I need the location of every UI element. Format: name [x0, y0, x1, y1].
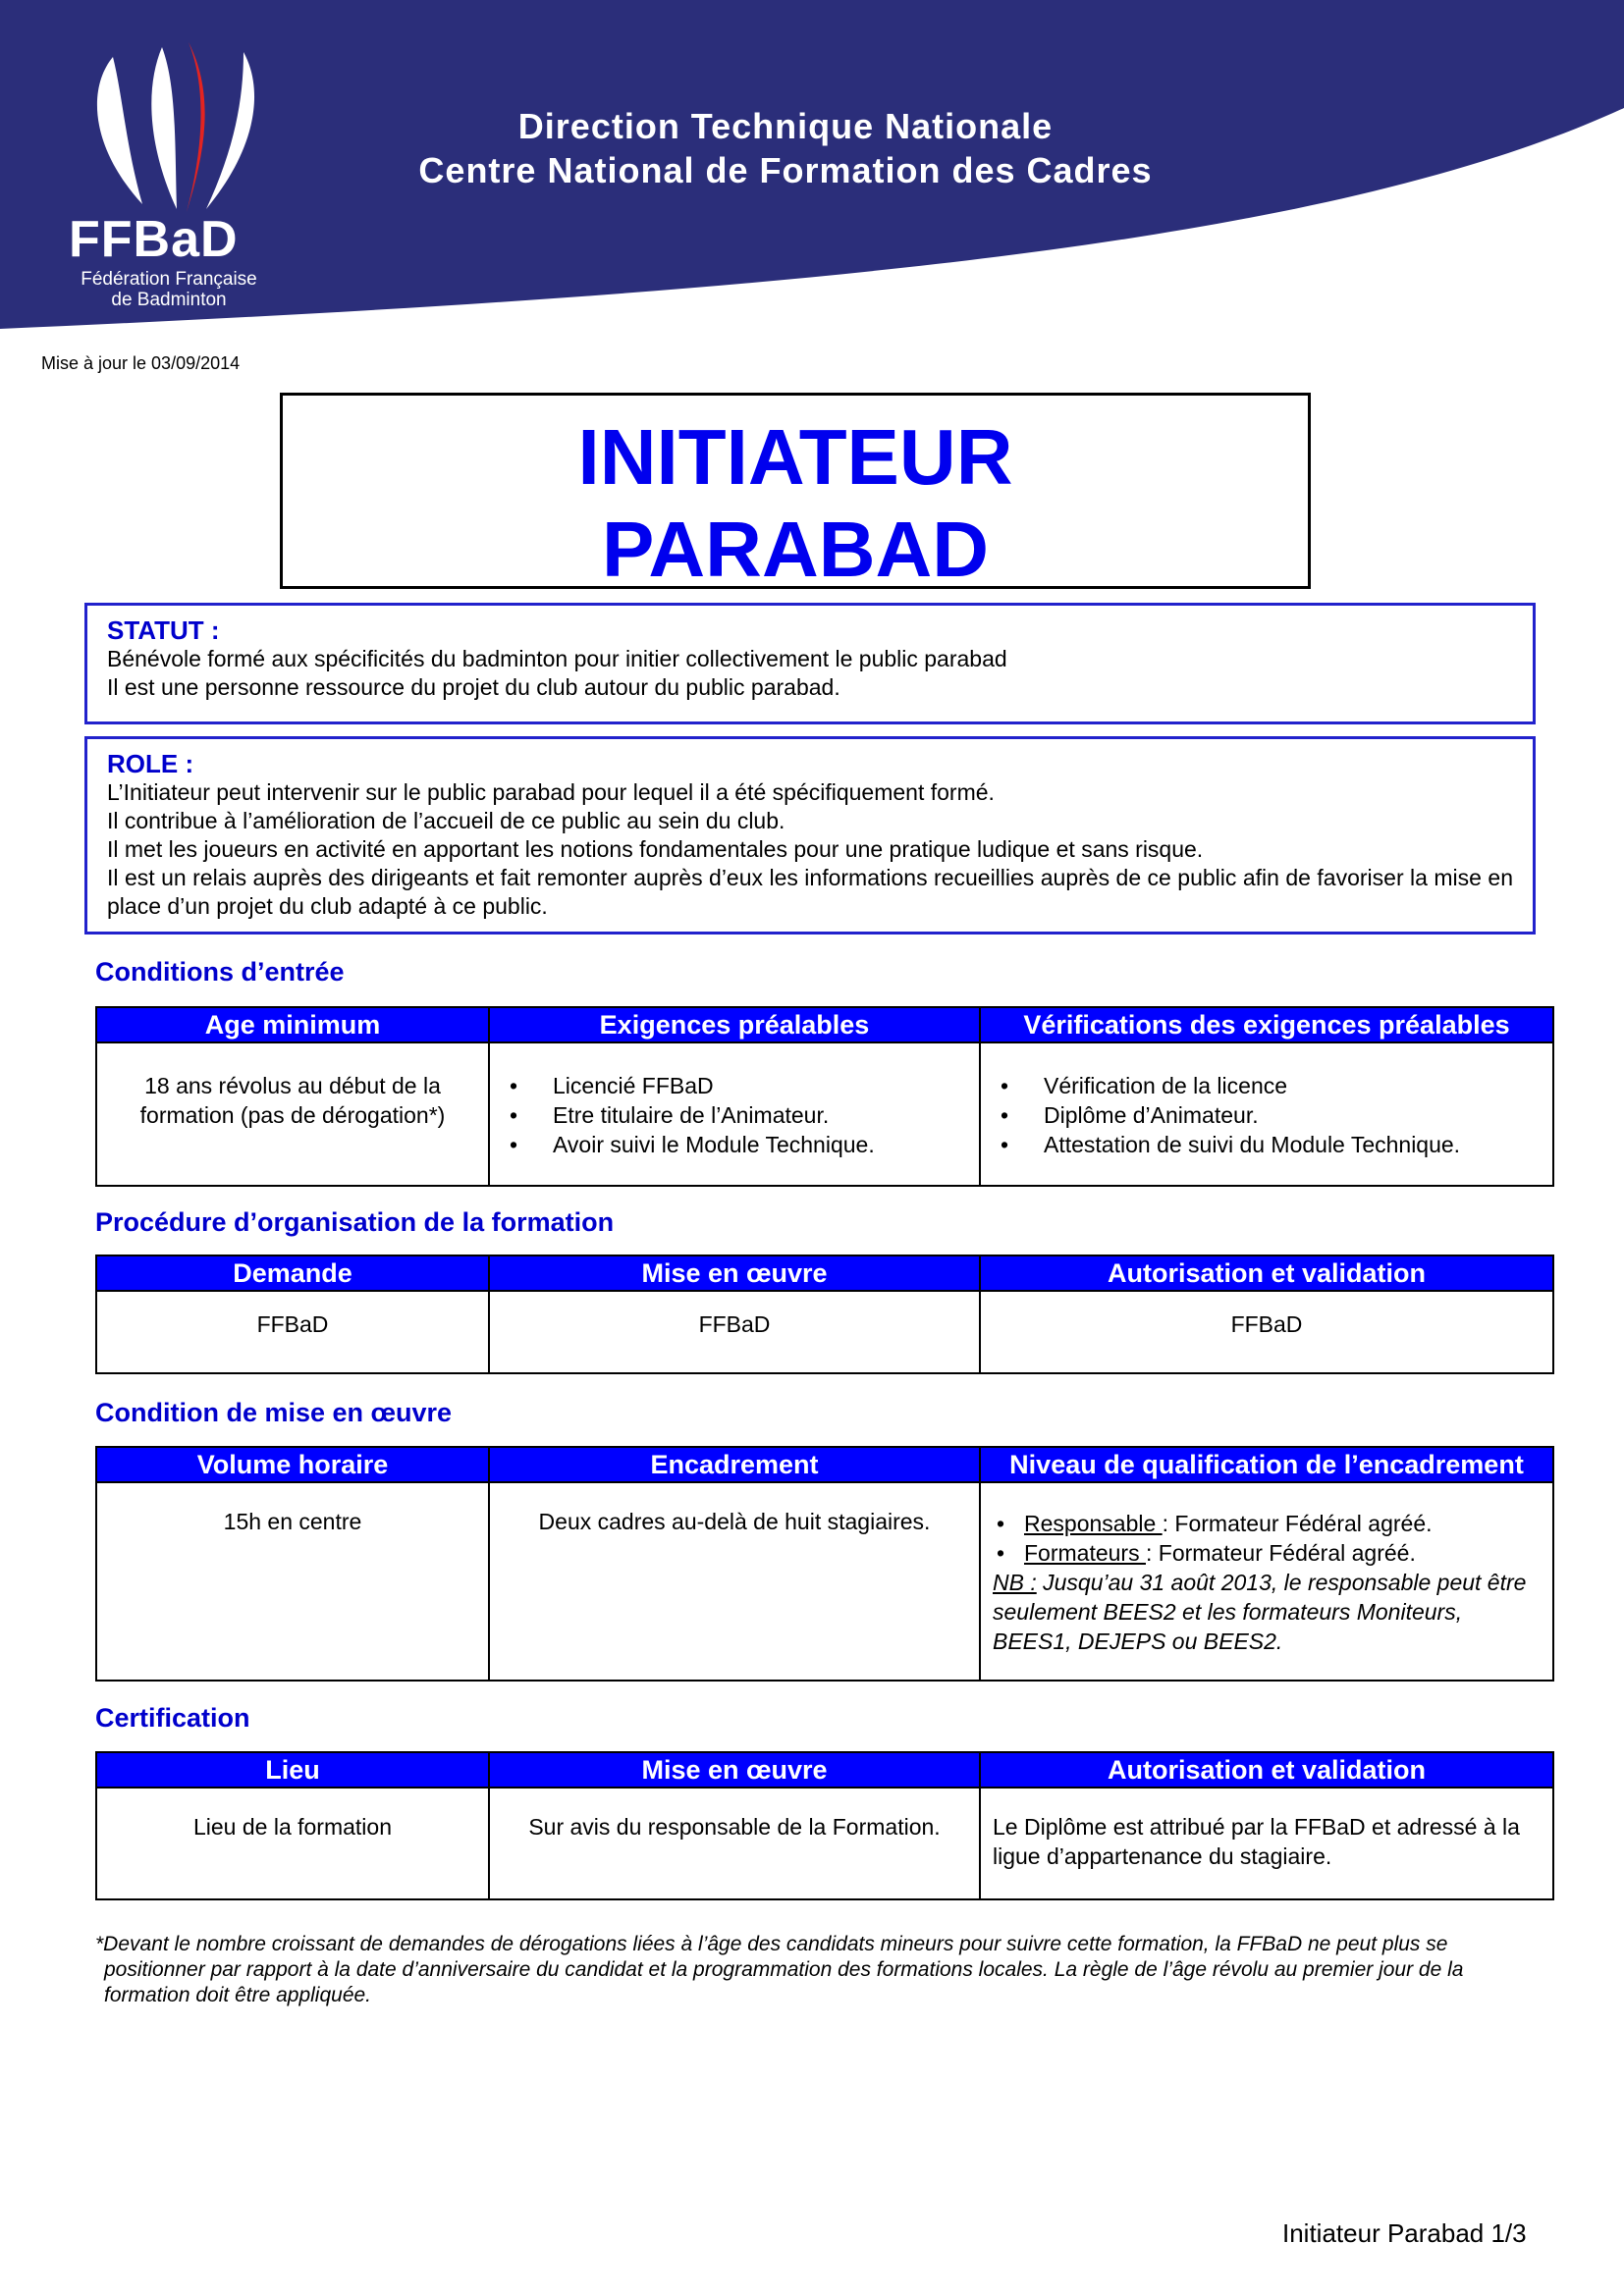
table-cell	[980, 1042, 1553, 1186]
page-header	[0, 0, 1624, 334]
role-description: : Formateur Fédéral agréé.	[1162, 1511, 1433, 1536]
certification-table	[95, 1751, 1554, 1900]
section-title-mise-en-oeuvre: Condition de mise en œuvre	[95, 1398, 453, 1427]
column-header: Mise en œuvre	[489, 1752, 980, 1788]
role-line: Il met les joueurs en activité en apportant les notions fondamentales pour une pratique ludique et sans risque.	[107, 836, 1204, 862]
nb-label: NB :	[993, 1570, 1037, 1595]
footnote-line: positionner par rapport à la date d’anniversaire du candidat et la programmation des formations locales. La règle de l’âge révolu au premier jour de la	[104, 1958, 1464, 1981]
footnote-line: *Devant le nombre croissant de demandes de dérogations liées à l’âge des candidats mineurs pour suivre cette formation, la FFBaD ne peut plus se	[95, 1933, 1448, 1955]
column-header: Exigences préalables	[489, 1007, 980, 1042]
column-header: Age minimum	[96, 1007, 489, 1042]
table-cell: FFBaD	[96, 1291, 489, 1373]
section-title-certification: Certification	[95, 1703, 250, 1733]
table-cell: Le Diplôme est attribué par la FFBaD et adressé à la ligue d’appartenance du stagiaire.	[980, 1788, 1553, 1899]
title-box	[280, 393, 1311, 593]
title-line-1: INITIATEUR	[577, 413, 1013, 501]
nb-text: Jusqu’au 31 août 2013, le responsable peut être seulement BEES2 et les formateurs Moniteurs, BEES1, DEJEPS ou BEES2.	[993, 1570, 1527, 1654]
table-cell	[96, 1042, 489, 1186]
role-line: Il contribue à l’amélioration de l’accueil de ce public au sein du club.	[107, 808, 785, 833]
role-line: Il est un relais auprès des dirigeants et fait remonter auprès d’eux les informations recueillies auprès de ce public afin de favoriser la mise en place d’un projet du club adapté à ce public.	[107, 865, 1513, 919]
table-cell: FFBaD	[489, 1291, 980, 1373]
table-cell	[980, 1482, 1553, 1681]
column-header: Encadrement	[489, 1447, 980, 1482]
column-header: Volume horaire	[96, 1447, 489, 1482]
list-item	[993, 1538, 1541, 1568]
role-line: L’Initiateur peut intervenir sur le public parabad pour lequel il a été spécifiquement formé.	[107, 779, 995, 805]
table-cell: 15h en centre	[96, 1482, 489, 1681]
column-header: Vérifications des exigences préalables	[980, 1007, 1553, 1042]
logo-name-line2: de Badminton	[111, 290, 227, 310]
list-item: • Diplôme d’Animateur.	[993, 1100, 1541, 1130]
procedure-table	[95, 1255, 1554, 1374]
page-number: Initiateur Parabad 1/3	[1282, 2218, 1527, 2248]
section-title-conditions: Conditions d’entrée	[95, 957, 345, 987]
table-cell: Lieu de la formation	[96, 1788, 489, 1899]
statut-heading: STATUT :	[107, 615, 220, 645]
qualification-list	[993, 1509, 1541, 1568]
mise-en-oeuvre-table	[95, 1446, 1554, 1682]
statut-line: Bénévole formé aux spécificités du badminton pour initier collectivement le public parabad	[107, 646, 1007, 671]
column-header: Demande	[96, 1255, 489, 1291]
title-line-2: PARABAD	[601, 506, 990, 593]
column-header: Autorisation et validation	[980, 1752, 1553, 1788]
logo-name-line1: Fédération Française	[81, 269, 257, 290]
list-item	[993, 1509, 1541, 1538]
list-item: • Etre titulaire de l’Animateur.	[502, 1100, 967, 1130]
column-header: Niveau de qualification de l’encadrement	[980, 1447, 1553, 1482]
table-cell: FFBaD	[980, 1291, 1553, 1373]
column-header: Mise en œuvre	[489, 1255, 980, 1291]
header-line-2: Centre National de Formation des Cadres	[418, 150, 1153, 190]
nb-note	[993, 1568, 1541, 1656]
logo-abbreviation: FFBaD	[69, 211, 239, 268]
update-date: Mise à jour le 03/09/2014	[41, 353, 241, 373]
column-header: Lieu	[96, 1752, 489, 1788]
list-item: • Avoir suivi le Module Technique.	[502, 1130, 967, 1159]
role-label: Formateurs	[1024, 1540, 1146, 1566]
footnote-line: formation doit être appliquée.	[104, 1984, 372, 2006]
statut-box	[84, 603, 1536, 724]
role-box	[84, 736, 1536, 934]
role-label: Responsable	[1024, 1511, 1163, 1536]
table-cell: Deux cadres au-delà de huit stagiaires.	[489, 1482, 980, 1681]
verifications-list	[993, 1071, 1541, 1159]
header-line-1: Direction Technique Nationale	[517, 106, 1054, 146]
column-header: Autorisation et validation	[980, 1255, 1553, 1291]
table-cell	[489, 1042, 980, 1186]
list-item: • Attestation de suivi du Module Technique.	[993, 1130, 1541, 1159]
footnote	[95, 1932, 1548, 2008]
age-minimum-text: 18 ans révolus au début de la formation (pas de dérogation*)	[139, 1073, 446, 1128]
section-title-procedure: Procédure d’organisation de la formation	[95, 1207, 615, 1237]
list-item: • Vérification de la licence	[993, 1071, 1541, 1100]
statut-line: Il est une personne ressource du projet du club autour du public parabad.	[107, 674, 840, 700]
role-heading: ROLE :	[107, 749, 194, 778]
table-cell: Sur avis du responsable de la Formation.	[489, 1788, 980, 1899]
role-description: : Formateur Fédéral agréé.	[1145, 1540, 1416, 1566]
list-item: • Licencié FFBaD	[502, 1071, 967, 1100]
conditions-table	[95, 1006, 1554, 1187]
exigences-list	[502, 1071, 967, 1159]
